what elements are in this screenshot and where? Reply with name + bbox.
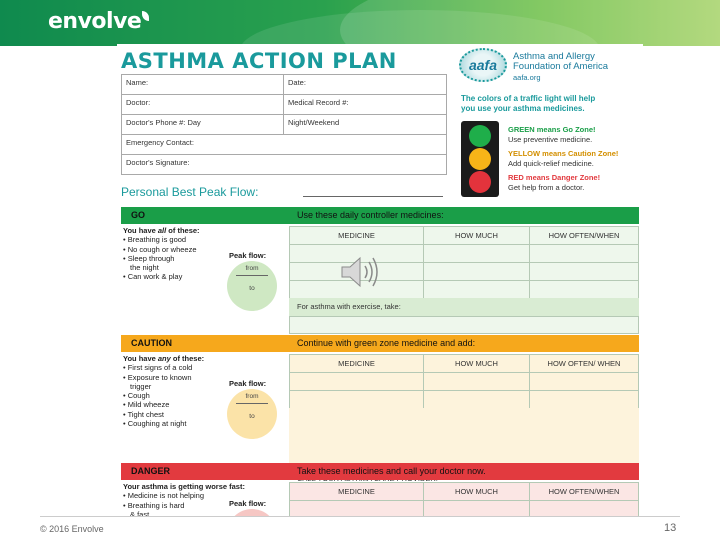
speaker-icon[interactable] — [338, 253, 384, 291]
caution-label: CAUTION — [131, 338, 172, 348]
plan-title: ASTHMA ACTION PLAN — [121, 49, 397, 73]
emergency-contact-field: Emergency Contact: — [122, 135, 447, 155]
copyright-text: © 2016 Envolve — [40, 524, 104, 534]
traffic-intro: The colors of a traffic light will help you use your asthma medicines. — [461, 94, 596, 113]
go-symptoms: You have all of these: • Breathing is good • No cough or wheeze • Sleep through the night • Can work & play — [121, 226, 287, 282]
danger-label: DANGER — [131, 466, 171, 476]
danger-zone-header — [121, 463, 639, 480]
medical-record-field: Medical Record #: — [284, 95, 447, 115]
yellow-lamp-icon — [469, 148, 491, 170]
footer-divider — [40, 516, 680, 517]
signature-field: Doctor's Signature: — [122, 155, 447, 175]
danger-zone — [121, 463, 639, 516]
date-field: Date: — [284, 75, 447, 95]
peak-flow-blank-line — [303, 196, 443, 197]
caution-peak-flow-circle: from to — [227, 389, 277, 439]
patient-info-table — [121, 74, 447, 175]
green-lamp-icon — [469, 125, 491, 147]
danger-peak-flow-label: Peak flow: — [229, 499, 267, 508]
go-exercise-row — [289, 316, 639, 334]
danger-instruction: Take these medicines and call your doctor now. — [297, 466, 486, 476]
legend-green: GREEN means Go Zone! Use preventive medicine. — [508, 125, 596, 144]
go-medicine-table: MEDICINE HOW MUCH HOW OFTEN/WHEN — [289, 226, 639, 299]
caution-symptoms: You have any of these: • First signs of a cold • Exposure to known trigger • Cough • Mild wheeze • Tight chest • Coughing at night — [121, 354, 287, 428]
caution-peak-flow-label: Peak flow: — [229, 379, 267, 388]
danger-symptoms: Your asthma is getting worse fast: • Medicine is not helping • Breathing is hard & fast — [121, 482, 287, 516]
go-peak-flow-circle: from to — [227, 261, 277, 311]
aafa-url: aafa.org — [513, 73, 541, 82]
go-instruction: Use these daily controller medicines: — [297, 210, 444, 220]
name-field: Name: — [122, 75, 284, 95]
phone-day-field: Doctor's Phone #: Day — [122, 115, 284, 135]
red-lamp-icon — [469, 171, 491, 193]
danger-medicine-table: MEDICINE HOW MUCH HOW OFTEN/WHEN — [289, 482, 639, 516]
go-zone-header — [121, 207, 639, 224]
go-exercise-note: For asthma with exercise, take: — [289, 298, 639, 316]
legend-yellow: YELLOW means Caution Zone! Add quick-relief medicine. — [508, 149, 619, 168]
go-peak-flow-label: Peak flow: — [229, 251, 267, 260]
caution-medicine-table: MEDICINE HOW MUCH HOW OFTEN/ WHEN — [289, 354, 639, 409]
caution-zone-header — [121, 335, 639, 352]
envolve-logo: envolve — [48, 9, 149, 34]
personal-best-peak-flow-label: Personal Best Peak Flow: — [121, 185, 259, 199]
header-band — [0, 0, 720, 46]
traffic-light-icon — [461, 121, 499, 197]
go-label: GO — [131, 210, 146, 220]
aafa-logo — [459, 48, 639, 84]
aafa-name: Asthma and Allergy Foundation of America — [513, 51, 609, 72]
caution-zone — [121, 335, 639, 463]
phone-night-field: Night/Weekend — [284, 115, 447, 135]
page-number: 13 — [664, 522, 677, 534]
doctor-field: Doctor: — [122, 95, 284, 115]
caution-instruction: Continue with green zone medicine and add: — [297, 338, 476, 348]
legend-red: RED means Danger Zone! Get help from a doctor. — [508, 173, 601, 192]
logo-leaf-icon — [142, 11, 149, 21]
aafa-mark: aafa — [459, 48, 507, 82]
